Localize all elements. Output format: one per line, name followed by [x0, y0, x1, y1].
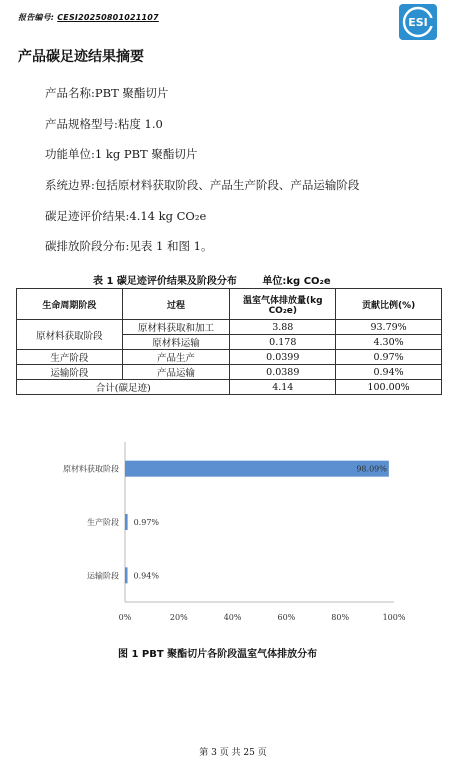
cell-stage: 生产阶段 [17, 350, 123, 365]
table-caption [93, 272, 331, 287]
table-unit: 单位:kg CO₂e [262, 276, 331, 287]
cell-process: 原材料运输 [122, 335, 230, 350]
x-tick-label: 40% [223, 613, 242, 622]
header-share: 贡献比例(%) [336, 289, 442, 320]
page-footer: 第 3 页 共 25 页 [199, 748, 267, 758]
cell-emission: 0.178 [230, 335, 336, 350]
table-total-row [17, 380, 442, 395]
footprint-result: 碳足迹评价结果:4.14 kg CO₂e [45, 209, 207, 223]
header-process: 过程 [122, 289, 230, 320]
table-header-row [17, 289, 442, 320]
section-title: 产品碳足迹结果摘要 [18, 49, 144, 65]
cell-process: 原材料获取和加工 [122, 320, 230, 335]
bar [125, 461, 389, 477]
stage-distribution-chart [0, 430, 466, 630]
category-label: 运输阶段 [87, 571, 119, 581]
x-tick-label: 60% [277, 613, 296, 622]
cell-stage: 原材料获取阶段 [17, 320, 123, 350]
stage-distribution: 碳排放阶段分布:见表 1 和图 1。 [45, 239, 213, 253]
header-stage: 生命周期阶段 [17, 289, 123, 320]
cell-share: 0.94% [336, 365, 442, 380]
x-tick-label: 80% [331, 613, 350, 622]
bar [125, 514, 128, 530]
results-table [16, 288, 442, 395]
data-label: 0.97% [133, 518, 160, 527]
data-label: 98.09% [356, 464, 387, 474]
cell-total-share: 100.00% [336, 380, 442, 395]
category-label: 生产阶段 [87, 518, 119, 527]
x-tick-label: 100% [382, 613, 406, 622]
x-tick-label: 0% [118, 613, 132, 622]
cell-emission: 3.88 [230, 320, 336, 335]
x-tick-label: 20% [169, 613, 188, 622]
header-emission: 温室气体排放量(kg CO₂e) [230, 289, 336, 320]
system-boundary: 系统边界:包括原材料获取阶段、产品生产阶段、产品运输阶段 [45, 178, 360, 192]
table-row [17, 320, 442, 335]
cell-emission: 0.0399 [230, 350, 336, 365]
category-label: 原材料获取阶段 [63, 464, 119, 474]
report-number [18, 12, 159, 23]
product-model: 产品规格型号:粘度 1.0 [45, 117, 163, 131]
cell-total-emission: 4.14 [230, 380, 336, 395]
cell-process: 产品生产 [122, 350, 230, 365]
report-number-value: CESI20250801021107 [57, 13, 159, 22]
product-name: 产品名称:PBT 聚酯切片 [45, 86, 169, 100]
logo-text: ESI [408, 16, 428, 29]
report-number-label: 报告编号: [18, 13, 55, 22]
data-label: 0.94% [133, 571, 159, 581]
cell-share: 0.97% [336, 350, 442, 365]
cesi-logo [399, 4, 437, 40]
table-caption-title: 表 1 碳足迹评价结果及阶段分布 [93, 276, 237, 287]
cell-total-label: 合计(碳足迹) [17, 380, 230, 395]
cell-share: 93.79% [336, 320, 442, 335]
cell-emission: 0.0389 [230, 365, 336, 380]
cell-share: 4.30% [336, 335, 442, 350]
bar [125, 567, 128, 583]
functional-unit: 功能单位:1 kg PBT 聚酯切片 [45, 147, 198, 161]
table-row [17, 350, 442, 365]
cell-process: 产品运输 [122, 365, 230, 380]
table-row [17, 365, 442, 380]
figure-caption: 图 1 PBT 聚酯切片各阶段温室气体排放分布 [118, 649, 318, 660]
cell-stage: 运输阶段 [17, 365, 123, 380]
